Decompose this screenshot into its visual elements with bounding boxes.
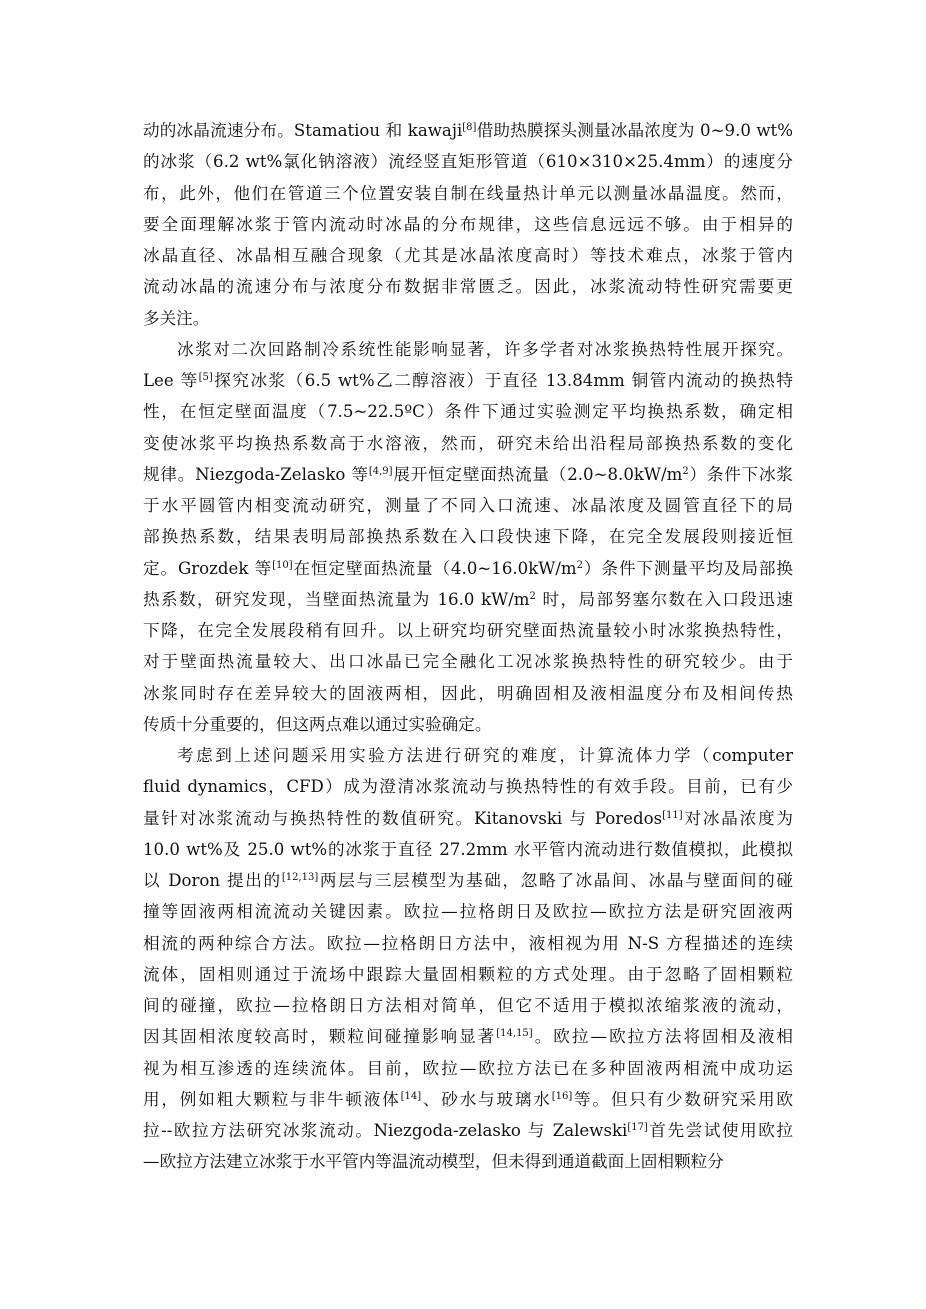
text-line (143, 303, 793, 334)
text-line (143, 928, 793, 959)
text-line (143, 865, 793, 896)
text-line (143, 646, 793, 677)
citation-superscript: [10] (272, 559, 293, 571)
text-run: 规律。Niezgoda-Zelasko 等 (143, 464, 369, 484)
text-run: 部换热系数，结果表明局部换热系数在入口段快速下降，在完全发展段则接近恒 (143, 527, 793, 547)
text-run: 流动冰晶的流速分布与浓度分布数据非常匮乏。因此，冰浆流动特性研究需要更 (143, 277, 793, 297)
text-line (143, 271, 793, 302)
text-line (143, 584, 793, 615)
citation-superscript: [5] (198, 372, 213, 383)
text-run: 拉--欧拉方法研究冰浆流动。Niezgoda-zelasko 与 Zalewski (143, 1121, 628, 1140)
text-line (143, 1021, 793, 1052)
text-run: 量针对冰浆流动与换热特性的数值研究。Kitanovski 与 Poredos (143, 808, 663, 828)
text-line (143, 740, 793, 771)
text-run: 布，此外，他们在管道三个位置安装自制在线量热计单元以测量冰晶温度。然而， (143, 183, 793, 203)
text-line (143, 959, 793, 990)
text-run: 两层与三层模型为基础，忽略了冰晶间、冰晶与壁面间的碰 (318, 871, 793, 890)
text-run: 因其固相浓度较高时，颗粒间碰撞影响显著 (143, 1027, 497, 1047)
text-line (143, 521, 793, 552)
citation-superscript: [4,9] (368, 465, 393, 477)
text-run: 定。Grozdek 等 (143, 558, 273, 578)
citation-superscript: [12,13] (281, 872, 319, 883)
text-run: 。欧拉—欧拉方法将固相及液相 (532, 1027, 794, 1047)
text-line (143, 1146, 793, 1177)
text-line (143, 146, 793, 177)
text-run: Lee 等 (143, 371, 199, 390)
text-line (143, 709, 793, 740)
text-run: 对冰晶浓度为 (682, 808, 793, 828)
text-line (143, 615, 793, 646)
text-line (143, 990, 793, 1021)
text-line (143, 490, 793, 521)
text-line (143, 209, 793, 240)
text-run: 于水平圆管内相变流动研究，测量了不同入口流速、冰晶浓度及圆管直径下的局 (143, 496, 793, 515)
text-run: 性，在恒定壁面温度（7.5~22.5ºC）条件下通过实验测定平均换热系数，确定相 (143, 402, 793, 422)
text-run: ）条件下测量平均及局部换 (583, 558, 793, 578)
text-line (143, 396, 793, 427)
text-line (143, 365, 793, 396)
text-run: 探究冰浆（6.5 wt%乙二醇溶液）于直径 13.84mm 铜管内流动的换热特 (212, 371, 794, 390)
text-line (143, 1115, 793, 1146)
text-line (143, 459, 793, 490)
text-run: 首先尝试使用欧拉 (647, 1121, 794, 1140)
citation-superscript: [11] (662, 809, 683, 821)
text-line (143, 1053, 793, 1084)
text-run: 流体，固相则通过于流场中跟踪大量固相颗粒的方式处理。由于忽略了固相颗粒 (143, 964, 793, 984)
text-run: 展开恒定壁面热流量（2.0~8.0kW/m (392, 464, 683, 484)
text-run: 间的碰撞，欧拉—拉格朗日方法相对简单，但它不适用于模拟浓缩浆液的流动， (143, 996, 793, 1015)
citation-superscript: [17] (627, 1122, 648, 1133)
text-run: 传质十分重要的，但这两点难以通过实验确定。 (143, 714, 492, 734)
text-run: ）条件下冰浆 (688, 464, 794, 484)
text-run: 多关注。 (143, 308, 210, 328)
text-run: 视为相互渗透的连续流体。目前，欧拉—欧拉方法已在多种固液两相流中成功运 (143, 1058, 793, 1078)
text-line (143, 115, 793, 146)
text-line (143, 803, 793, 834)
text-run: 的冰浆（6.2 wt%氯化钠溶液）流经竖直矩形管道（610×310×25.4mm）的速度分 (143, 152, 793, 172)
text-run: 对于壁面热流量较大、出口冰晶已完全融化工况冰浆换热特性的研究较少。由于 (143, 652, 793, 672)
text-run: 以 Doron 提出的 (143, 871, 282, 890)
text-run: 冰浆同时存在差异较大的固液两相，因此，明确固相及液相温度分布及相间传热 (143, 683, 793, 703)
text-run: 撞等固液两相流流动关键因素。欧拉—拉格朗日及欧拉—欧拉方法是研究固液两 (143, 902, 793, 922)
citation-superscript: 2 (576, 559, 584, 571)
text-run: 用，例如粗大颗粒与非牛顿液体 (143, 1089, 401, 1109)
text-run: 考虑到上述问题采用实验方法进行研究的难度，计算流体力学（computer (177, 746, 793, 765)
text-line (143, 428, 793, 459)
citation-superscript: 2 (529, 590, 536, 602)
citation-superscript: [14] (400, 1090, 422, 1102)
text-run: 10.0 wt%及 25.0 wt%的冰浆于直径 27.2mm 水平管内流动进行数值模拟，此模拟 (143, 839, 793, 859)
text-run: 动的冰晶流速分布。Stamatiou 和 kawaji (143, 121, 463, 140)
text-line (143, 678, 793, 709)
text-line (143, 178, 793, 209)
text-run: 等。但只有少数研究采用欧 (572, 1089, 794, 1109)
citation-superscript: [16] (551, 1090, 573, 1102)
text-run: 在恒定壁面热流量（4.0~16.0kW/m (292, 558, 577, 578)
text-run: fluid dynamics，CFD）成为澄清冰浆流动与换热特性的有效手段。目前，已有少 (143, 777, 793, 797)
text-run: 相流的两种综合方法。欧拉—拉格朗日方法中，液相视为用 N-S 方程描述的连续 (143, 933, 793, 953)
body-text (143, 115, 793, 1178)
text-run: 下降，在完全发展段稍有回升。以上研究均研究壁面热流量较小时冰浆换热特性， (143, 621, 793, 640)
text-line (143, 834, 793, 865)
text-line (143, 1084, 793, 1115)
text-run: 要全面理解冰浆于管内流动时冰晶的分布规律，这些信息远远不够。由于相异的 (143, 214, 793, 234)
citation-superscript: [8] (462, 122, 477, 133)
text-run: —欧拉方法建立冰浆于水平管内等温流动模型，但未得到通道截面上固相颗粒分 (143, 1152, 724, 1172)
text-line (143, 240, 793, 271)
citation-superscript: 2 (682, 465, 689, 477)
text-line (143, 553, 793, 584)
text-line (143, 771, 793, 802)
text-run: 时，局部努塞尔数在入口段迅速 (535, 589, 793, 609)
text-run: 变使冰浆平均换热系数高于水溶液，然而，研究未给出沿程局部换热系数的变化 (143, 433, 793, 453)
text-run: 冰晶直径、冰晶相互融合现象（尤其是冰晶浓度高时）等技术难点，冰浆于管内 (143, 246, 793, 265)
citation-superscript: [14,15] (496, 1028, 533, 1040)
text-run: 借助热膜探头测量冰晶浓度为 0~9.0 wt% (476, 121, 793, 140)
text-run: 冰浆对二次回路制冷系统性能影响显著，许多学者对冰浆换热特性展开探究。 (177, 339, 793, 359)
text-run: 热系数，研究发现，当壁面热流量为 16.0 kW/m (143, 589, 530, 609)
text-run: 、砂水与玻璃水 (421, 1089, 552, 1109)
text-line (143, 334, 793, 365)
text-line (143, 896, 793, 927)
